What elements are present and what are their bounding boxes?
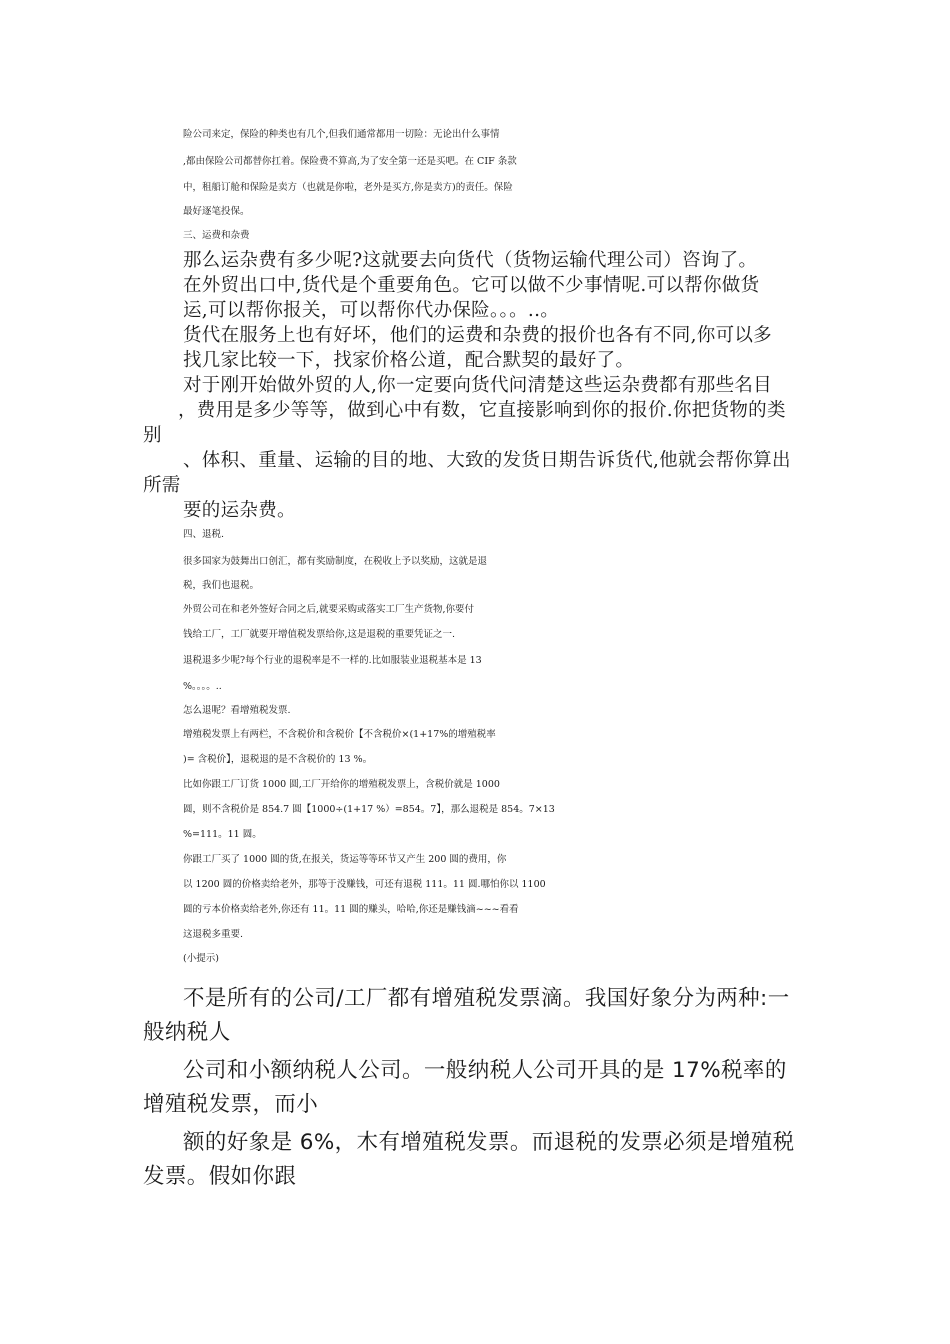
text-line: %。。。。.. [183,681,222,692]
text-line: 所需 [143,475,181,496]
text-line: 圆的亏本价格卖给老外,你还有 11。11 圆的赚头，哈哈,你还是赚钱滴~~~看看 [183,904,519,915]
text-line: 以 1200 圆的价格卖给老外，那等于没赚钱，可还有退税 111。11 圆.哪怕你以 1100 [183,879,546,890]
text-line: 这退税多重要. [183,929,244,940]
text-line: 对于刚开始做外贸的人,你一定要向货代问清楚这些运杂费都有那些名目 [183,375,772,396]
section-heading: 三、运费和杂费 [183,230,250,241]
text-line: ，费用是多少等等，做到心中有数，它直接影响到你的报价.你把货物的类 [178,400,786,421]
text-line: 在外贸出口中,货代是个重要角色。它可以做不少事情呢.可以帮你做货 [183,275,760,296]
text-line: 货代在服务上也有好坏，他们的运费和杂费的报价也各有不同,你可以多 [183,325,772,346]
text-line: %=111。11 圆。 [183,829,262,840]
text-line: 额的好象是 6%，木有增殖税发票。而退税的发票必须是增殖税 [183,1130,795,1155]
text-line: 中，租船订舱和保险是卖方（也就是你啦，老外是买方,你是卖方)的责任。保险 [183,182,513,193]
text-line: 不是所有的公司/工厂都有增殖税发票滴。我国好象分为两种:一 [183,986,790,1011]
text-line: 般纳税人 [143,1020,231,1045]
text-line: 要的运杂费。 [183,500,296,521]
text-line: 别 [143,425,162,446]
text-line: 圆，则不含税价是 854.7 圆【1000÷(1+17 %）=854。7】，那么退税是 854。7×13 [183,804,555,815]
text-line: 增殖税发票上有两栏，不含税价和含税价【不含税价×(1+17%的增殖税率 [183,729,496,740]
note-label: (小提示) [183,953,219,964]
text-line: 险公司来定，保险的种类也有几个,但我们通常都用一切险：无论出什么事情 [183,129,500,140]
text-line: 增殖税发票，而小 [143,1092,319,1117]
text-line: 钱给工厂，工厂就要开增值税发票给你,这是退税的重要凭证之一. [183,629,456,640]
text-line: 那么运杂费有多少呢?这就要去向货代（货物运输代理公司）咨询了。 [183,250,758,271]
text-line: 比如你跟工厂订货 1000 圆,工厂开给你的增殖税发票上，含税价就是 1000 [183,779,500,790]
text-line: )= 含税价】，退税退的是不含税价的 13 %。 [183,754,373,765]
text-line: 怎么退呢？看增殖税发票. [183,705,291,716]
text-line: 退税退多少呢?每个行业的退税率是不一样的.比如服装业退税基本是 13 [183,655,482,666]
text-line: 发票。假如你跟 [143,1164,297,1189]
text-line: 很多国家为鼓舞出口创汇，都有奖励制度，在税收上予以奖励，这就是退 [183,556,488,567]
text-line: 外贸公司在和老外签好合同之后,就要采购或落实工厂生产货物,你要付 [183,604,475,615]
text-line: 找几家比较一下，找家价格公道，配合默契的最好了。 [183,350,635,371]
text-line: 公司和小额纳税人公司。一般纳税人公司开具的是 17%税率的 [183,1058,787,1083]
text-line: 运,可以帮你报关，可以帮你代办保险。。。..。 [183,300,560,321]
text-line: 最好逐笔投保。 [183,206,250,217]
text-line: 你跟工厂买了 1000 圆的货,在报关，货运等等环节又产生 200 圆的费用，你 [183,854,507,865]
text-line: ,都由保险公司都替你扛着。保险费不算高,为了安全第一还是买吧。在 CIF 条款 [183,156,517,167]
text-line: 税，我们也退税。 [183,580,260,591]
text-line: 、体积、重量、运输的目的地、大致的发货日期告诉货代,他就会帮你算出 [183,450,791,471]
section-heading: 四、退税. [183,529,225,540]
